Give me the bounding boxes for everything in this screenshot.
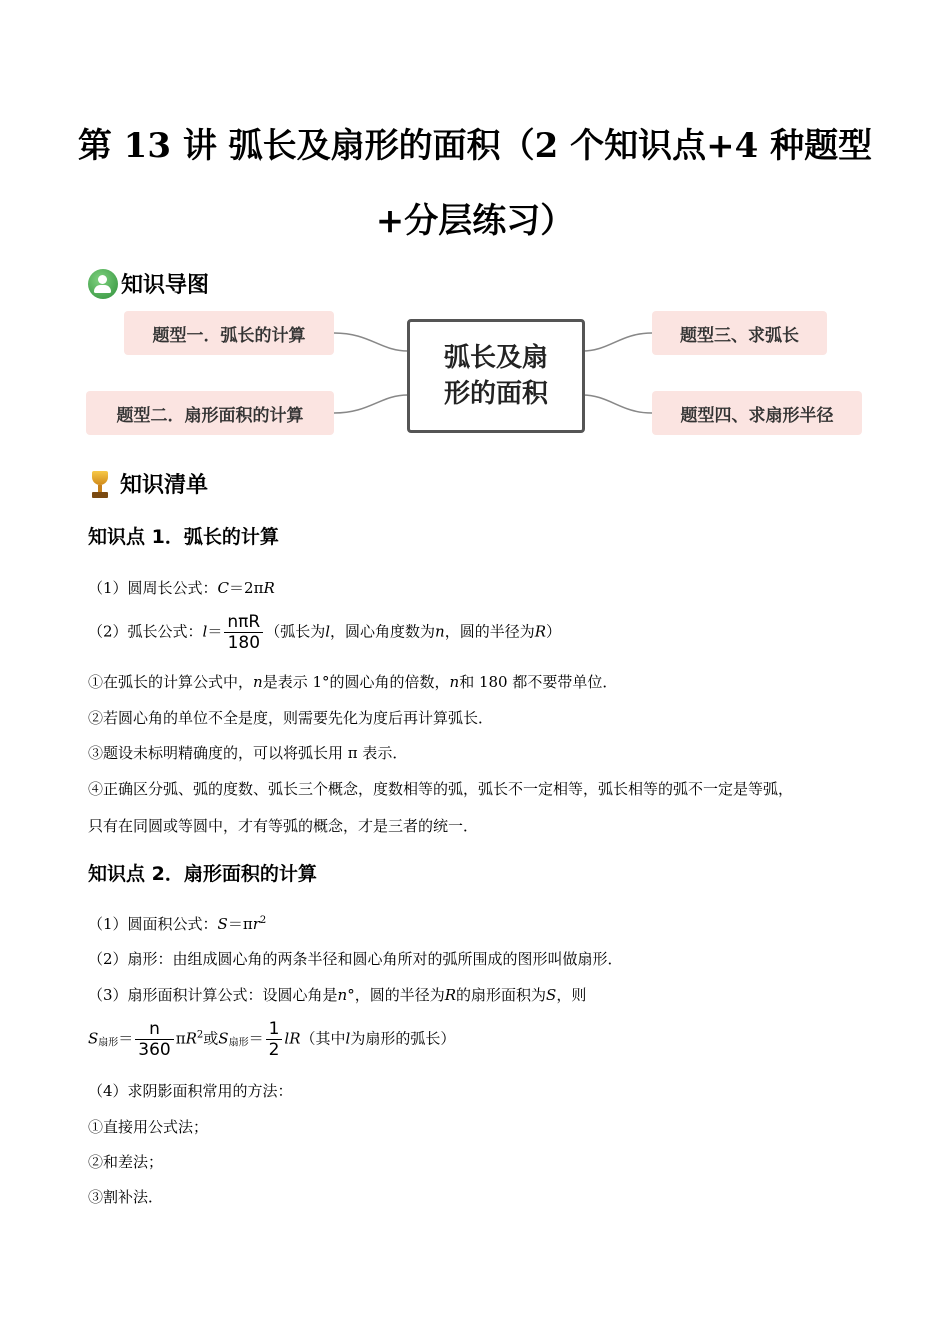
mindmap-node-type-1: 题型一．弧长的计算 [124,311,334,355]
arc-length-fraction: $\frac{\text{nπR}}{180}$ [224,612,263,653]
mindmap-center-node [407,319,585,433]
mindmap-node-type-3: 题型三、求弧长 [652,311,827,355]
person-icon [88,269,118,299]
mindmap-center-line-2: 形的面积 [443,379,548,409]
kp2-method-3: ③割补法． [88,1188,164,1206]
kp1-arc-length-formula: （2）弧长公式：l＝ $\frac{\text{nπR}}{180}$ （弧长为l，圆心角度数为n，圆的半径为R） [88,612,562,653]
mindmap-heading [88,268,209,299]
kp1-point-4-line-1: ④正确区分弧、弧的度数、弧长三个概念，度数相等的弧，弧长不一定相等，弧长相等的弧不一定是等弧， [88,780,794,798]
kp2-method-1: ①直接用公式法； [88,1118,209,1136]
kp2-sector-area-intro: （3）扇形面积计算公式：设圆心角是n°，圆的半径为R的扇形面积为S，则 [88,986,587,1004]
mindmap-heading-label: 知识导图 [121,273,210,298]
kp1-point-1: ①在弧长的计算公式中，n是表示 1°的圆心角的倍数，n和 180 都不要带单位． [88,673,618,691]
sector-area-fraction-1: $\frac{n}{360}$ [135,1019,173,1060]
kp2-method-2: ②和差法； [88,1153,164,1171]
page-title-line-2: +分层练习） [375,201,575,241]
kp1-point-3: ③题设未标明精确度的，可以将弧长用 π 表示． [88,744,408,762]
page-title-line-1: 第 13 讲 弧长及扇形的面积（2 个知识点+4 种题型 [77,126,873,166]
mindmap-node-type-4: 题型四、求扇形半径 [652,391,862,435]
kp1-point-4-line-2: 只有在同圆或等圆中，才有等弧的概念，才是三者的统一． [88,817,479,835]
mindmap-node-type-2: 题型二．扇形面积的计算 [86,391,334,435]
kp2-circle-area-formula: （1）圆面积公式：$S=\pi r^2$ [88,915,267,933]
kp2-sector-area-formula: $S_{扇形}=$ $\frac{n}{360}$ $\pi R^2$或$S_{扇形}=$ $\frac{1}{2}$ lR（其中l为扇形的弧长） [88,1019,456,1060]
sector-area-fraction-2: $\frac{1}{2}$ [266,1019,283,1060]
checklist-heading [88,468,208,499]
kp2-shadow-area-methods: （4）求阴影面积常用的方法： [88,1082,293,1100]
trophy-icon [88,469,112,499]
mindmap-center-line-1: 弧长及扇 [443,343,548,373]
knowledge-point-2-heading: 知识点 2．扇形面积的计算 [88,863,317,885]
checklist-heading-label: 知识清单 [120,473,209,498]
kp2-sector-definition: （2）扇形：由组成圆心角的两条半径和圆心角所对的弧所围成的图形叫做扇形． [88,950,623,968]
kp1-point-2: ②若圆心角的单位不全是度，则需要先化为度后再计算弧长． [88,709,494,727]
kp1-circumference-formula: （1）圆周长公式：C＝2πR [88,579,275,597]
mindmap [0,305,950,445]
knowledge-point-1-heading: 知识点 1．弧长的计算 [88,526,279,548]
